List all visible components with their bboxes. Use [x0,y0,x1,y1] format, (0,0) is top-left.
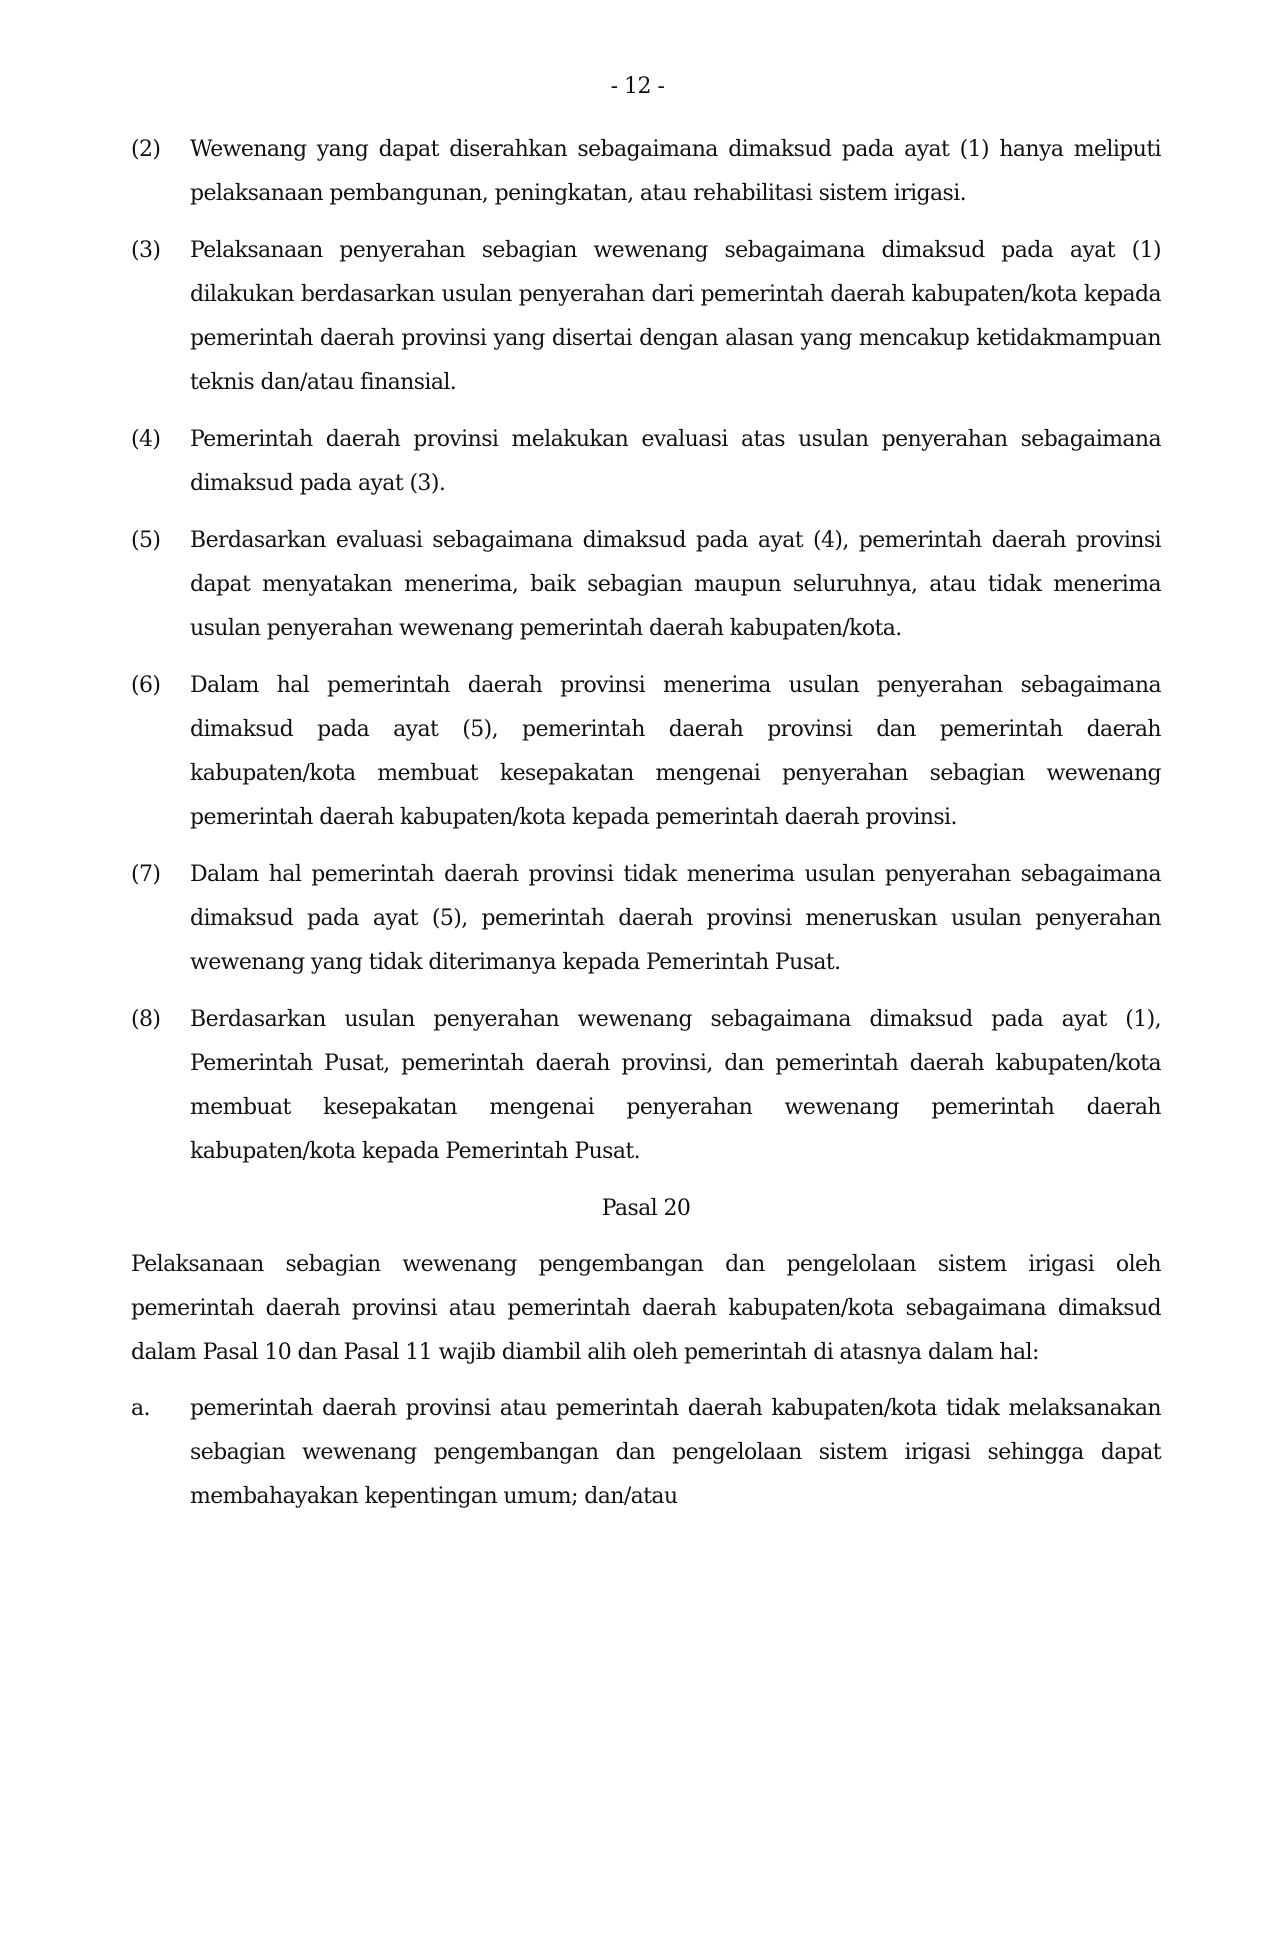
page-number: - 12 - [610,74,665,99]
ayat-number: (4) [131,427,161,452]
ayat-number: (6) [131,673,161,698]
point-label: a. [131,1396,150,1421]
document-body [131,128,1161,1519]
ayat-item [131,664,1161,840]
ayat-item [131,128,1161,216]
ayat-text: Berdasarkan usulan penyerahan wewenang sebagaimana dimaksud pada ayat (1), Pemerintah Pusat, pemerintah daerah provinsi, dan pemerintah daerah kabupaten/kota membuat kesepakatan mengenai penyerahan wewenang pemerintah daerah kabupaten/kota kepada Pemerintah Pusat. [190,1007,1161,1164]
ayat-number: (2) [131,137,161,162]
ayat-text: Wewenang yang dapat diserahkan sebagaimana dimaksud pada ayat (1) hanya meliputi pelaksanaan pembangunan, peningkatan, atau rehabilitasi sistem irigasi. [190,137,1161,206]
ayat-text: Dalam hal pemerintah daerah provinsi tidak menerima usulan penyerahan sebagaimana dimaksud pada ayat (5), pemerintah daerah provinsi meneruskan usulan penyerahan wewenang yang tidak diterimanya kepada Pemerintah Pusat. [190,862,1161,975]
ayat-number: (5) [131,528,161,553]
ayat-text: Pemerintah daerah provinsi melakukan evaluasi atas usulan penyerahan sebagaimana dimaksud pada ayat (3). [190,427,1161,496]
ayat-item [131,418,1161,506]
ayat-item [131,229,1161,405]
ayat-item [131,853,1161,985]
pasal-body: Pelaksanaan sebagian wewenang pengembangan dan pengelolaan sistem irigasi oleh pemerintah daerah provinsi atau pemerintah daerah kabupaten/kota sebagaimana dimaksud dalam Pasal 10 dan Pasal 11 wajib diambil alih oleh pemerintah di atasnya dalam hal: [131,1252,1161,1365]
ayat-number: (7) [131,862,161,887]
ayat-item [131,998,1161,1174]
ayat-item [131,519,1161,651]
pasal-point [131,1387,1161,1519]
ayat-number: (8) [131,1007,161,1032]
ayat-text: Berdasarkan evaluasi sebagaimana dimaksud pada ayat (4), pemerintah daerah provinsi dapat menyatakan menerima, baik sebagian maupun seluruhnya, atau tidak menerima usulan penyerahan wewenang pemerintah daerah kabupaten/kota. [190,528,1161,641]
ayat-text: Dalam hal pemerintah daerah provinsi menerima usulan penyerahan sebagaimana dimaksud pada ayat (5), pemerintah daerah provinsi dan pemerintah daerah kabupaten/kota membuat kesepakatan mengenai penyerahan sebagian wewenang pemerintah daerah kabupaten/kota kepada pemerintah daerah provinsi. [190,673,1161,830]
point-text: pemerintah daerah provinsi atau pemerintah daerah kabupaten/kota tidak melaksanakan sebagian wewenang pengembangan dan pengelolaan sistem irigasi sehingga dapat membahayakan kepentingan umum; dan/atau [190,1396,1161,1509]
pasal-heading: Pasal 20 [601,1196,691,1221]
ayat-number: (3) [131,238,161,263]
ayat-text: Pelaksanaan penyerahan sebagian wewenang sebagaimana dimaksud pada ayat (1) dilakukan berdasarkan usulan penyerahan dari pemerintah daerah kabupaten/kota kepada pemerintah daerah provinsi yang disertai dengan alasan yang mencakup ketidakmampuan teknis dan/atau finansial. [190,238,1161,395]
